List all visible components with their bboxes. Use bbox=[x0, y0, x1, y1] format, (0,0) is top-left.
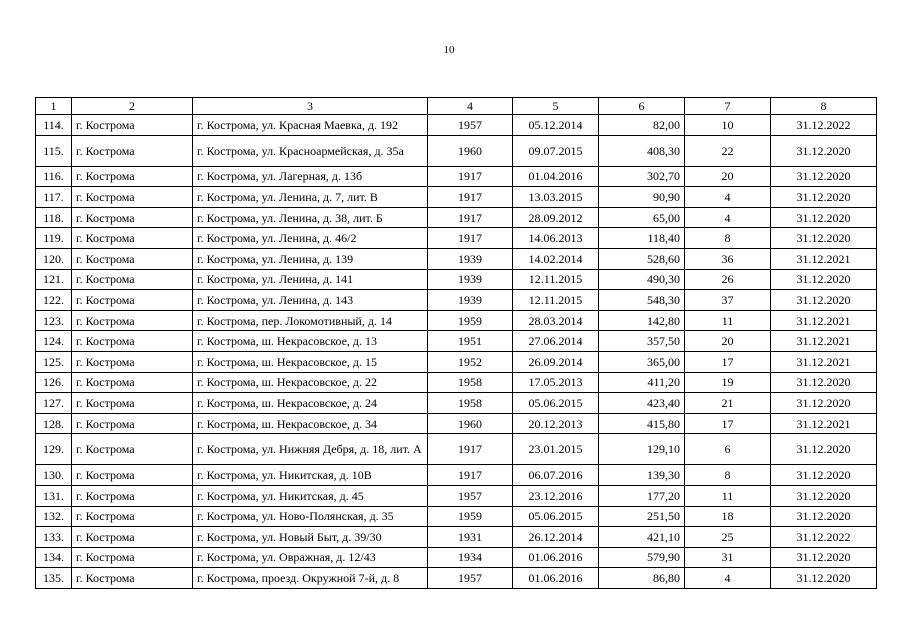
row-number: 126. bbox=[36, 372, 72, 393]
inspection-date-cell: 12.11.2015 bbox=[513, 269, 599, 290]
row-number: 114. bbox=[36, 115, 72, 136]
inspection-date-cell: 12.11.2015 bbox=[513, 290, 599, 311]
address-cell: г. Кострома, ш. Некрасовское, д. 15 bbox=[193, 351, 428, 372]
address-cell: г. Кострома, ул. Ленина, д. 7, лит. В bbox=[193, 187, 428, 208]
row-number: 130. bbox=[36, 465, 72, 486]
inspection-date-cell: 28.03.2014 bbox=[513, 310, 599, 331]
table-row bbox=[36, 485, 877, 506]
row-number: 123. bbox=[36, 310, 72, 331]
address-cell: г. Кострома, ш. Некрасовское, д. 34 bbox=[193, 413, 428, 434]
page-number: 10 bbox=[443, 44, 455, 56]
inspection-date-cell: 05.06.2015 bbox=[513, 393, 599, 414]
table-row bbox=[36, 115, 877, 136]
residents-count-cell: 31 bbox=[685, 547, 771, 568]
address-cell: г. Кострома, ул. Новый Быт, д. 39/30 bbox=[193, 527, 428, 548]
address-cell: г. Кострома, ул. Никитская, д. 45 bbox=[193, 485, 428, 506]
row-number: 131. bbox=[36, 485, 72, 506]
year-built-cell: 1959 bbox=[428, 506, 513, 527]
residents-count-cell: 20 bbox=[685, 166, 771, 187]
area-cell: 579,90 bbox=[599, 547, 685, 568]
deadline-cell: 31.12.2020 bbox=[771, 434, 877, 465]
row-number: 125. bbox=[36, 351, 72, 372]
year-built-cell: 1951 bbox=[428, 331, 513, 352]
area-cell: 90,90 bbox=[599, 187, 685, 208]
residents-count-cell: 37 bbox=[685, 290, 771, 311]
table-row bbox=[36, 434, 877, 465]
year-built-cell: 1960 bbox=[428, 413, 513, 434]
area-cell: 357,50 bbox=[599, 331, 685, 352]
table-row bbox=[36, 228, 877, 249]
locality-cell: г. Кострома bbox=[72, 135, 193, 166]
address-cell: г. Кострома, проезд. Окружной 7-й, д. 8 bbox=[193, 568, 428, 589]
address-cell: г. Кострома, ул. Никитская, д. 10В bbox=[193, 465, 428, 486]
year-built-cell: 1917 bbox=[428, 228, 513, 249]
residents-count-cell: 6 bbox=[685, 434, 771, 465]
residents-count-cell: 11 bbox=[685, 485, 771, 506]
year-built-cell: 1917 bbox=[428, 207, 513, 228]
locality-cell: г. Кострома bbox=[72, 207, 193, 228]
locality-cell: г. Кострома bbox=[72, 506, 193, 527]
address-cell: г. Кострома, ул. Овражная, д. 12/43 bbox=[193, 547, 428, 568]
inspection-date-cell: 13.03.2015 bbox=[513, 187, 599, 208]
year-built-cell: 1931 bbox=[428, 527, 513, 548]
table-row bbox=[36, 310, 877, 331]
year-built-cell: 1917 bbox=[428, 434, 513, 465]
locality-cell: г. Кострома bbox=[72, 248, 193, 269]
address-cell: г. Кострома, ул. Лагерная, д. 13б bbox=[193, 166, 428, 187]
row-number: 115. bbox=[36, 135, 72, 166]
table-row bbox=[36, 393, 877, 414]
locality-cell: г. Кострома bbox=[72, 393, 193, 414]
column-header: 3 bbox=[193, 98, 428, 115]
inspection-date-cell: 28.09.2012 bbox=[513, 207, 599, 228]
year-built-cell: 1957 bbox=[428, 115, 513, 136]
table-row bbox=[36, 331, 877, 352]
table-row bbox=[36, 269, 877, 290]
area-cell: 415,80 bbox=[599, 413, 685, 434]
year-built-cell: 1939 bbox=[428, 248, 513, 269]
table-row bbox=[36, 207, 877, 228]
residents-count-cell: 10 bbox=[685, 115, 771, 136]
year-built-cell: 1939 bbox=[428, 269, 513, 290]
area-cell: 177,20 bbox=[599, 485, 685, 506]
row-number: 128. bbox=[36, 413, 72, 434]
address-cell: г. Кострома, пер. Локомотивный, д. 14 bbox=[193, 310, 428, 331]
address-cell: г. Кострома, ул. Красная Маевка, д. 192 bbox=[193, 115, 428, 136]
address-cell: г. Кострома, ул. Нижняя Дебря, д. 18, лит. А bbox=[193, 434, 428, 465]
residents-count-cell: 17 bbox=[685, 351, 771, 372]
deadline-cell: 31.12.2021 bbox=[771, 331, 877, 352]
inspection-date-cell: 14.02.2014 bbox=[513, 248, 599, 269]
address-cell: г. Кострома, ул. Ленина, д. 38, лит. Б bbox=[193, 207, 428, 228]
row-number: 119. bbox=[36, 228, 72, 249]
column-header: 2 bbox=[72, 98, 193, 115]
table-row bbox=[36, 351, 877, 372]
locality-cell: г. Кострома bbox=[72, 434, 193, 465]
area-cell: 82,00 bbox=[599, 115, 685, 136]
row-number: 121. bbox=[36, 269, 72, 290]
deadline-cell: 31.12.2020 bbox=[771, 269, 877, 290]
column-header: 8 bbox=[771, 98, 877, 115]
year-built-cell: 1957 bbox=[428, 568, 513, 589]
deadline-cell: 31.12.2020 bbox=[771, 393, 877, 414]
locality-cell: г. Кострома bbox=[72, 187, 193, 208]
column-header: 5 bbox=[513, 98, 599, 115]
row-number: 127. bbox=[36, 393, 72, 414]
address-cell: г. Кострома, ш. Некрасовское, д. 24 bbox=[193, 393, 428, 414]
address-cell: г. Кострома, ш. Некрасовское, д. 13 bbox=[193, 331, 428, 352]
residents-count-cell: 4 bbox=[685, 207, 771, 228]
area-cell: 423,40 bbox=[599, 393, 685, 414]
housing-registry-table bbox=[35, 97, 877, 589]
deadline-cell: 31.12.2020 bbox=[771, 506, 877, 527]
row-number: 133. bbox=[36, 527, 72, 548]
area-cell: 365,00 bbox=[599, 351, 685, 372]
locality-cell: г. Кострома bbox=[72, 228, 193, 249]
table-row bbox=[36, 135, 877, 166]
row-number: 135. bbox=[36, 568, 72, 589]
residents-count-cell: 36 bbox=[685, 248, 771, 269]
area-cell: 251,50 bbox=[599, 506, 685, 527]
address-cell: г. Кострома, ул. Ленина, д. 46/2 bbox=[193, 228, 428, 249]
residents-count-cell: 4 bbox=[685, 568, 771, 589]
locality-cell: г. Кострома bbox=[72, 547, 193, 568]
residents-count-cell: 8 bbox=[685, 465, 771, 486]
column-header: 7 bbox=[685, 98, 771, 115]
deadline-cell: 31.12.2020 bbox=[771, 290, 877, 311]
area-cell: 65,00 bbox=[599, 207, 685, 228]
deadline-cell: 31.12.2020 bbox=[771, 135, 877, 166]
inspection-date-cell: 06.07.2016 bbox=[513, 465, 599, 486]
table-row bbox=[36, 372, 877, 393]
residents-count-cell: 4 bbox=[685, 187, 771, 208]
row-number: 120. bbox=[36, 248, 72, 269]
locality-cell: г. Кострома bbox=[72, 331, 193, 352]
year-built-cell: 1958 bbox=[428, 372, 513, 393]
area-cell: 118,40 bbox=[599, 228, 685, 249]
table-row bbox=[36, 506, 877, 527]
inspection-date-cell: 05.06.2015 bbox=[513, 506, 599, 527]
locality-cell: г. Кострома bbox=[72, 465, 193, 486]
residents-count-cell: 8 bbox=[685, 228, 771, 249]
area-cell: 302,70 bbox=[599, 166, 685, 187]
locality-cell: г. Кострома bbox=[72, 115, 193, 136]
year-built-cell: 1917 bbox=[428, 465, 513, 486]
deadline-cell: 31.12.2021 bbox=[771, 351, 877, 372]
deadline-cell: 31.12.2020 bbox=[771, 485, 877, 506]
residents-count-cell: 20 bbox=[685, 331, 771, 352]
inspection-date-cell: 20.12.2013 bbox=[513, 413, 599, 434]
column-header: 1 bbox=[36, 98, 72, 115]
deadline-cell: 31.12.2020 bbox=[771, 187, 877, 208]
residents-count-cell: 22 bbox=[685, 135, 771, 166]
address-cell: г. Кострома, ул. Красноармейская, д. 35а bbox=[193, 135, 428, 166]
deadline-cell: 31.12.2020 bbox=[771, 207, 877, 228]
locality-cell: г. Кострома bbox=[72, 527, 193, 548]
row-number: 134. bbox=[36, 547, 72, 568]
locality-cell: г. Кострома bbox=[72, 485, 193, 506]
year-built-cell: 1917 bbox=[428, 187, 513, 208]
residents-count-cell: 11 bbox=[685, 310, 771, 331]
table-body bbox=[36, 115, 877, 589]
year-built-cell: 1939 bbox=[428, 290, 513, 311]
area-cell: 408,30 bbox=[599, 135, 685, 166]
address-cell: г. Кострома, ул. Ленина, д. 139 bbox=[193, 248, 428, 269]
table-row bbox=[36, 290, 877, 311]
deadline-cell: 31.12.2020 bbox=[771, 568, 877, 589]
row-number: 118. bbox=[36, 207, 72, 228]
table-row bbox=[36, 527, 877, 548]
area-cell: 411,20 bbox=[599, 372, 685, 393]
area-cell: 528,60 bbox=[599, 248, 685, 269]
row-number: 122. bbox=[36, 290, 72, 311]
area-cell: 129,10 bbox=[599, 434, 685, 465]
inspection-date-cell: 26.09.2014 bbox=[513, 351, 599, 372]
locality-cell: г. Кострома bbox=[72, 568, 193, 589]
table-row bbox=[36, 465, 877, 486]
address-cell: г. Кострома, ул. Ленина, д. 143 bbox=[193, 290, 428, 311]
year-built-cell: 1959 bbox=[428, 310, 513, 331]
deadline-cell: 31.12.2020 bbox=[771, 372, 877, 393]
table-row bbox=[36, 568, 877, 589]
row-number: 124. bbox=[36, 331, 72, 352]
deadline-cell: 31.12.2021 bbox=[771, 248, 877, 269]
residents-count-cell: 26 bbox=[685, 269, 771, 290]
inspection-date-cell: 27.06.2014 bbox=[513, 331, 599, 352]
inspection-date-cell: 09.07.2015 bbox=[513, 135, 599, 166]
year-built-cell: 1917 bbox=[428, 166, 513, 187]
header-row bbox=[36, 98, 877, 115]
area-cell: 142,80 bbox=[599, 310, 685, 331]
residents-count-cell: 18 bbox=[685, 506, 771, 527]
inspection-date-cell: 26.12.2014 bbox=[513, 527, 599, 548]
deadline-cell: 31.12.2020 bbox=[771, 465, 877, 486]
row-number: 116. bbox=[36, 166, 72, 187]
row-number: 129. bbox=[36, 434, 72, 465]
inspection-date-cell: 17.05.2013 bbox=[513, 372, 599, 393]
address-cell: г. Кострома, ш. Некрасовское, д. 22 bbox=[193, 372, 428, 393]
locality-cell: г. Кострома bbox=[72, 269, 193, 290]
table-row bbox=[36, 187, 877, 208]
locality-cell: г. Кострома bbox=[72, 166, 193, 187]
locality-cell: г. Кострома bbox=[72, 290, 193, 311]
deadline-cell: 31.12.2022 bbox=[771, 115, 877, 136]
year-built-cell: 1958 bbox=[428, 393, 513, 414]
locality-cell: г. Кострома bbox=[72, 351, 193, 372]
deadline-cell: 31.12.2020 bbox=[771, 228, 877, 249]
residents-count-cell: 19 bbox=[685, 372, 771, 393]
address-cell: г. Кострома, ул. Ново-Полянская, д. 35 bbox=[193, 506, 428, 527]
locality-cell: г. Кострома bbox=[72, 372, 193, 393]
table-row bbox=[36, 166, 877, 187]
table-row bbox=[36, 547, 877, 568]
table-row bbox=[36, 248, 877, 269]
column-header: 4 bbox=[428, 98, 513, 115]
residents-count-cell: 21 bbox=[685, 393, 771, 414]
deadline-cell: 31.12.2020 bbox=[771, 547, 877, 568]
deadline-cell: 31.12.2021 bbox=[771, 310, 877, 331]
year-built-cell: 1957 bbox=[428, 485, 513, 506]
inspection-date-cell: 01.04.2016 bbox=[513, 166, 599, 187]
area-cell: 86,80 bbox=[599, 568, 685, 589]
inspection-date-cell: 01.06.2016 bbox=[513, 568, 599, 589]
year-built-cell: 1934 bbox=[428, 547, 513, 568]
residents-count-cell: 17 bbox=[685, 413, 771, 434]
inspection-date-cell: 23.12.2016 bbox=[513, 485, 599, 506]
column-header: 6 bbox=[599, 98, 685, 115]
table-row bbox=[36, 413, 877, 434]
area-cell: 548,30 bbox=[599, 290, 685, 311]
deadline-cell: 31.12.2022 bbox=[771, 527, 877, 548]
address-cell: г. Кострома, ул. Ленина, д. 141 bbox=[193, 269, 428, 290]
year-built-cell: 1952 bbox=[428, 351, 513, 372]
row-number: 117. bbox=[36, 187, 72, 208]
locality-cell: г. Кострома bbox=[72, 310, 193, 331]
inspection-date-cell: 05.12.2014 bbox=[513, 115, 599, 136]
area-cell: 490,30 bbox=[599, 269, 685, 290]
row-number: 132. bbox=[36, 506, 72, 527]
deadline-cell: 31.12.2020 bbox=[771, 166, 877, 187]
area-cell: 139,30 bbox=[599, 465, 685, 486]
inspection-date-cell: 23.01.2015 bbox=[513, 434, 599, 465]
year-built-cell: 1960 bbox=[428, 135, 513, 166]
area-cell: 421,10 bbox=[599, 527, 685, 548]
inspection-date-cell: 01.06.2016 bbox=[513, 547, 599, 568]
deadline-cell: 31.12.2021 bbox=[771, 413, 877, 434]
residents-count-cell: 25 bbox=[685, 527, 771, 548]
inspection-date-cell: 14.06.2013 bbox=[513, 228, 599, 249]
locality-cell: г. Кострома bbox=[72, 413, 193, 434]
